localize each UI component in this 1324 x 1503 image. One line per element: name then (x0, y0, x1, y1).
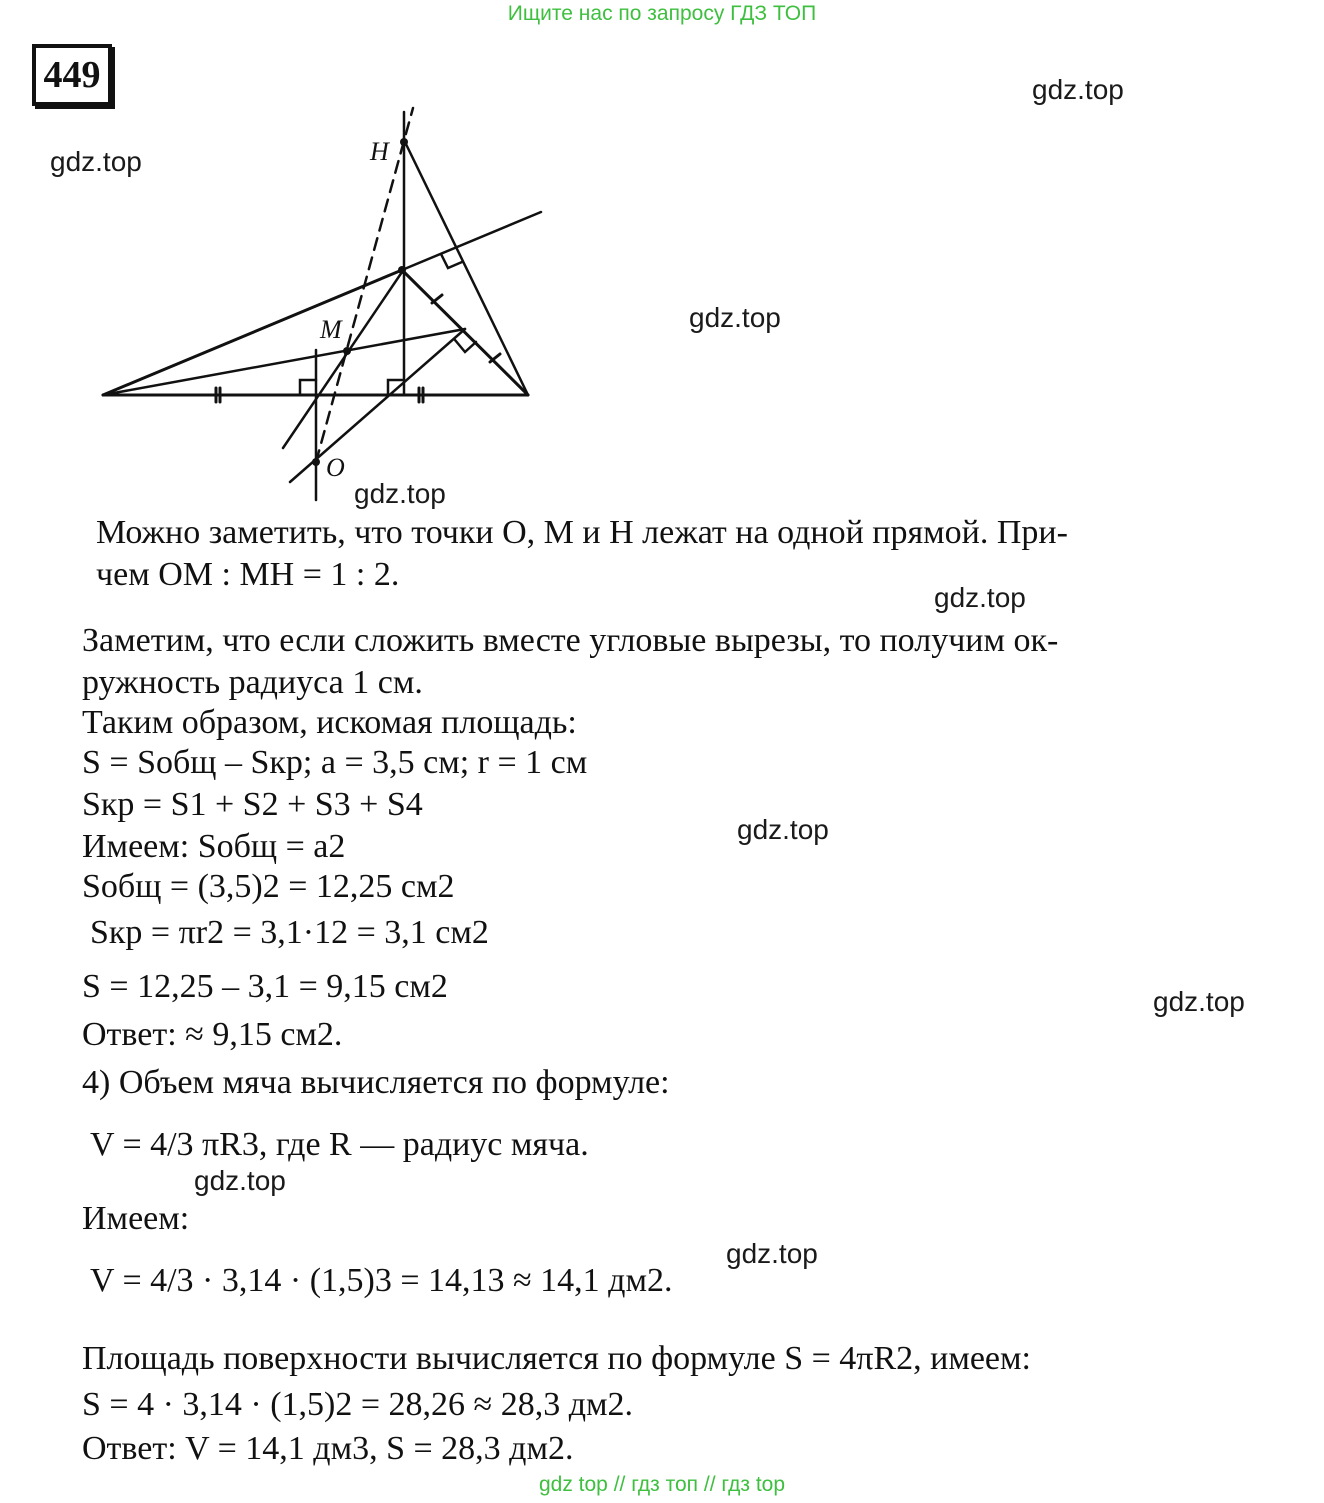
solution-line: ружность радиуса 1 см. (82, 664, 423, 701)
solution-line: Имеем: Sобщ = a2 (82, 828, 346, 865)
observation-line-1: Можно заметить, что точки O, M и H лежат на одной прямой. При- (96, 514, 1068, 551)
apex-dot (398, 266, 406, 274)
solution-line: S = Sобщ – Sкр; a = 3,5 см; r = 1 см (82, 744, 588, 781)
solution-line: Имеем: (82, 1200, 190, 1237)
observation-line-2: чем OM : MH = 1 : 2. (96, 556, 400, 593)
solution-line: Площадь поверхности вычисляется по формуле S = 4πR2, имеем: (82, 1340, 1031, 1377)
solution-line: S = 4 · 3,14 · (1,5)2 = 28,26 ≈ 28,3 дм2. (82, 1386, 634, 1423)
problem-number: 449 (32, 44, 112, 106)
watermark: gdz.top (1032, 74, 1124, 105)
solution-line: Sкр = S1 + S2 + S3 + S4 (82, 786, 423, 823)
altitude-right (404, 140, 528, 395)
euler-line (316, 108, 413, 462)
footer-watermark: gdz top // гдз топ // гдз top (538, 1473, 786, 1496)
solution-line: Sкр = πr2 = 3,1·12 = 3,1 см2 (90, 914, 489, 951)
formula-volume-calc: V = 4/3 · 3,14 · (1,5)3 = 14,13 ≈ 14,1 дм2. (90, 1262, 673, 1299)
answer-line: Ответ: ≈ 9,15 см2. (82, 1016, 343, 1053)
right-angle-mark (441, 254, 462, 268)
right-angle-mark (300, 380, 316, 395)
label-h: H (370, 137, 389, 166)
watermark: gdz.top (726, 1238, 818, 1269)
triangle-side-left (103, 270, 402, 395)
watermark: gdz.top (354, 478, 446, 509)
watermark: gdz.top (689, 302, 781, 333)
point-m-dot (343, 347, 351, 355)
watermark: gdz.top (1153, 986, 1245, 1017)
formula-volume: V = 4/3 πR3, где R — радиус мяча. (90, 1126, 589, 1163)
solution-line: Sобщ = (3,5)2 = 12,25 см2 (82, 868, 455, 905)
label-o: O (326, 453, 345, 482)
answer-line: Ответ: V = 14,1 дм3, S = 28,3 дм2. (82, 1430, 574, 1467)
watermark: gdz.top (194, 1165, 286, 1196)
point-o-dot (312, 458, 320, 466)
triangle-side-right (402, 270, 528, 395)
watermark: gdz.top (934, 582, 1026, 613)
solution-line: Заметим, что если сложить вместе угловые вырезы, то получим ок- (82, 622, 1059, 659)
watermark: gdz.top (50, 146, 142, 177)
watermark: gdz.top (737, 814, 829, 845)
solution-line: 4) Объем мяча вычисляется по формуле: (82, 1064, 670, 1101)
point-h-dot (400, 138, 408, 146)
label-m: M (320, 315, 342, 344)
tick-mark (432, 295, 442, 303)
solution-line: Таким образом, искомая площадь: (82, 704, 577, 741)
triangle-figure (0, 0, 1324, 520)
median (103, 329, 465, 395)
solution-line: S = 12,25 – 3,1 = 9,15 см2 (82, 968, 448, 1005)
side-extension (402, 212, 541, 270)
search-banner: Ищите нас по запросу ГДЗ ТОП (507, 2, 817, 25)
